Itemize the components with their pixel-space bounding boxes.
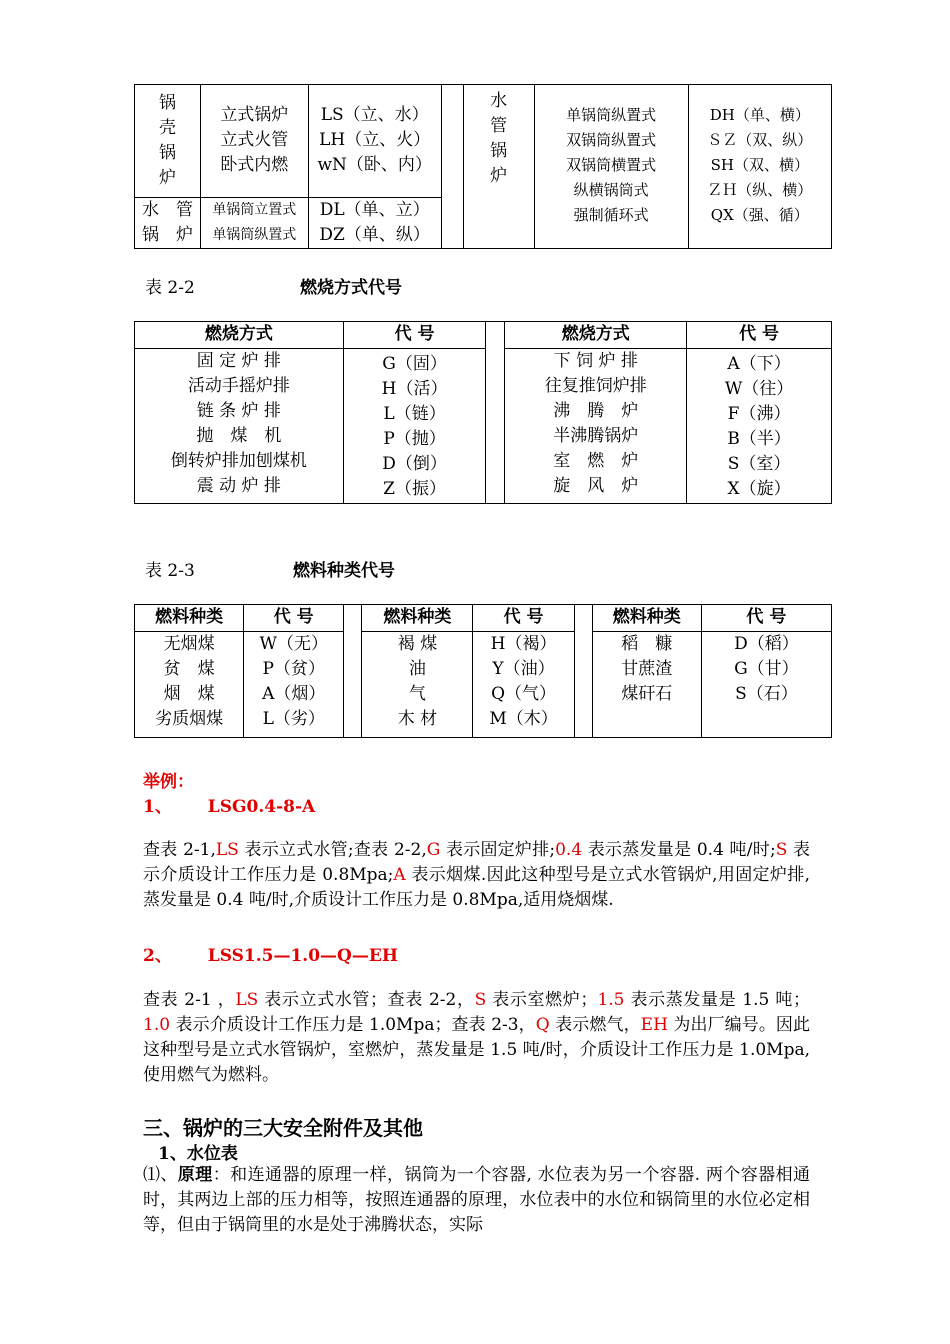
code-item: G（甘） bbox=[734, 659, 799, 679]
example-number: 1、 bbox=[143, 797, 172, 817]
code-item: Y（油） bbox=[492, 659, 555, 679]
highlight-code: S bbox=[474, 990, 487, 1010]
code-item: LS（立、水） bbox=[320, 105, 429, 125]
code-item: H（活） bbox=[381, 379, 448, 399]
fuel-item: 无烟煤 bbox=[163, 634, 215, 654]
header-cell: 燃料种类 bbox=[362, 605, 473, 632]
highlight-code: 0.4 bbox=[555, 840, 583, 860]
code-item: S（石） bbox=[735, 684, 798, 704]
code-item: A（下） bbox=[727, 354, 791, 374]
method-item: 半沸腾锅炉 bbox=[553, 426, 639, 446]
code-item: wN（卧、内） bbox=[317, 155, 432, 175]
fuel-col2-codes bbox=[473, 632, 574, 738]
fuel-item: 劣质烟煤 bbox=[155, 709, 224, 729]
highlight-code: S bbox=[775, 840, 788, 860]
code-item: P（贫） bbox=[262, 659, 325, 679]
spacer-column bbox=[441, 85, 463, 249]
fuel-col1 bbox=[135, 632, 244, 738]
water-tube-left-label bbox=[135, 198, 201, 249]
examples-heading bbox=[143, 767, 194, 792]
code-item: Q（气） bbox=[491, 684, 556, 704]
code-item: DL（单、立） bbox=[319, 200, 430, 220]
header-cell: 燃料种类 bbox=[135, 605, 244, 632]
spacer-column bbox=[574, 605, 592, 738]
type-item: 立式锅炉 bbox=[220, 105, 289, 125]
right-methods bbox=[505, 349, 687, 504]
text-segment: 表示室燃炉； bbox=[486, 990, 598, 1010]
shell-boiler-label bbox=[135, 85, 201, 198]
code-item: F（沸） bbox=[727, 404, 791, 424]
table-label: 表 2-2 bbox=[145, 278, 195, 298]
code-item: W（往） bbox=[724, 379, 794, 399]
water-tube-codes bbox=[308, 198, 441, 249]
method-item: 链 条 炉 排 bbox=[196, 401, 281, 421]
water-tube-types bbox=[200, 198, 308, 249]
boiler-type-table bbox=[134, 84, 832, 249]
method-item: 固 定 炉 排 bbox=[196, 351, 281, 371]
table-2-2-caption bbox=[145, 273, 402, 298]
type-item: 双锅筒横置式 bbox=[566, 156, 657, 174]
type-item: 双锅筒纵置式 bbox=[566, 131, 657, 149]
shell-codes bbox=[308, 85, 441, 198]
method-item: 旋 风 炉 bbox=[553, 476, 639, 496]
heading-text: 举例： bbox=[143, 772, 194, 792]
highlight-code: 1.5 bbox=[597, 990, 625, 1010]
code-item: G（固） bbox=[382, 354, 447, 374]
fuel-item: 甘蔗渣 bbox=[621, 659, 673, 679]
method-item: 室 燃 炉 bbox=[553, 451, 639, 471]
text-segment: 查表 2-1, bbox=[143, 840, 216, 860]
label-char: 锅 bbox=[158, 143, 176, 163]
code-item: B（半） bbox=[727, 429, 791, 449]
text-segment: 查表 2-1 ， bbox=[143, 990, 236, 1010]
spacer-column bbox=[344, 605, 362, 738]
header-cell: 代 号 bbox=[343, 322, 486, 349]
header-cell: 燃烧方式 bbox=[135, 322, 344, 349]
code-item: H（褐） bbox=[490, 634, 557, 654]
type-item: 单锅筒纵置式 bbox=[566, 106, 657, 124]
code-item: W（无） bbox=[259, 634, 328, 654]
example-1-explanation bbox=[143, 838, 810, 913]
method-item: 下 饲 炉 排 bbox=[553, 351, 638, 371]
fuel-item: 褐 煤 bbox=[397, 634, 438, 654]
example-2-explanation bbox=[143, 988, 810, 1088]
example-code: LSS1.5—1.0—Q—EH bbox=[207, 946, 398, 966]
highlight-code: A bbox=[393, 865, 406, 885]
header-cell: 燃烧方式 bbox=[505, 322, 687, 349]
code-item: A（烟） bbox=[262, 684, 326, 704]
text-segment: 表示蒸发量是 0.4 吨/时; bbox=[582, 840, 776, 860]
label-char: 锅 bbox=[158, 93, 176, 113]
label-char: 壳 bbox=[158, 118, 176, 138]
combustion-method-table bbox=[134, 321, 832, 504]
code-item: X（旋） bbox=[727, 479, 791, 499]
code-item: ＳＺ（双、纵） bbox=[707, 131, 813, 149]
text-segment: 表示介质设计工作压力是 1.0Mpa；查表 2-3， bbox=[170, 1015, 536, 1035]
fuel-col3 bbox=[592, 632, 701, 738]
spacer-column bbox=[486, 322, 505, 504]
subsection-title: 1、水位表 bbox=[158, 1144, 238, 1164]
section-title: 三、锅炉的三大安全附件及其他 bbox=[143, 1116, 423, 1140]
type-item: 立式火管 bbox=[220, 130, 289, 150]
table-2-3-caption bbox=[145, 556, 395, 581]
code-item: ＺＨ（纵、横） bbox=[707, 181, 813, 199]
code-item: D（稻） bbox=[734, 634, 799, 654]
highlight-code: LS bbox=[215, 840, 239, 860]
label-char: 管 bbox=[490, 116, 508, 136]
example-1-code bbox=[143, 792, 315, 817]
example-number: 2、 bbox=[143, 946, 172, 966]
code-item: DH（单、横） bbox=[709, 106, 810, 124]
fuel-type-table bbox=[134, 604, 832, 738]
highlight-code: G bbox=[426, 840, 441, 860]
code-item: S（室） bbox=[727, 454, 791, 474]
code-item: P（抛） bbox=[383, 429, 446, 449]
type-item: 纵横锅筒式 bbox=[573, 181, 649, 199]
paragraph-prefix: ⑴、 bbox=[143, 1165, 178, 1185]
type-item: 单锅筒纵置式 bbox=[212, 227, 297, 243]
code-item: DZ（单、纵） bbox=[319, 225, 430, 245]
type-item: 强制循环式 bbox=[573, 206, 649, 224]
highlight-code: LS bbox=[235, 990, 259, 1010]
type-item: 单锅筒立置式 bbox=[212, 202, 297, 218]
fuel-item: 油 bbox=[408, 659, 426, 679]
left-methods bbox=[135, 349, 344, 504]
fuel-col3-codes bbox=[701, 632, 831, 738]
type-item: 卧式内燃 bbox=[220, 155, 289, 175]
fuel-col1-codes bbox=[244, 632, 344, 738]
fuel-col2 bbox=[362, 632, 473, 738]
label-char: 炉 bbox=[158, 168, 176, 188]
method-item: 震 动 炉 排 bbox=[196, 476, 281, 496]
code-item: Z（振） bbox=[383, 479, 446, 499]
label-line: 锅 炉 bbox=[141, 225, 193, 245]
text-segment: 表示燃气， bbox=[549, 1015, 641, 1035]
fuel-item: 烟 煤 bbox=[163, 684, 215, 704]
highlight-code: EH bbox=[640, 1015, 668, 1035]
code-item: SH（双、横） bbox=[710, 156, 809, 174]
method-item: 活动手摇炉排 bbox=[187, 376, 290, 396]
code-item: LH（立、火） bbox=[319, 130, 431, 150]
fuel-item: 气 bbox=[408, 684, 426, 704]
fuel-item: 稻 糠 bbox=[621, 634, 673, 654]
fuel-item: 贫 煤 bbox=[163, 659, 215, 679]
code-item: M（木） bbox=[489, 709, 558, 729]
fuel-item: 煤矸石 bbox=[621, 684, 673, 704]
water-tube-label bbox=[463, 85, 534, 249]
left-codes bbox=[343, 349, 486, 504]
code-item: QX（强、循） bbox=[710, 206, 809, 224]
header-cell: 代 号 bbox=[687, 322, 832, 349]
label-char: 水 bbox=[490, 91, 508, 111]
shell-types bbox=[200, 85, 308, 198]
right-codes bbox=[688, 85, 831, 249]
highlight-code: 1.0 bbox=[143, 1015, 171, 1035]
text-segment: 表示介质设计工作压力是 0.8Mpa; bbox=[143, 840, 810, 885]
method-item: 倒转炉排加刨煤机 bbox=[170, 451, 307, 471]
code-item: L（链） bbox=[383, 404, 446, 424]
text-segment: 表示立式水管;查表 2-2, bbox=[238, 840, 427, 860]
method-item: 抛 煤 机 bbox=[196, 426, 282, 446]
table-title: 燃料种类代号 bbox=[293, 561, 395, 581]
method-item: 往复推饲炉排 bbox=[544, 376, 647, 396]
header-cell: 燃料种类 bbox=[592, 605, 701, 632]
highlight-code: Q bbox=[535, 1015, 550, 1035]
label-char: 炉 bbox=[490, 166, 508, 186]
principle-paragraph bbox=[143, 1163, 810, 1238]
example-code: LSG0.4-8-A bbox=[207, 797, 316, 817]
code-item: D（倒） bbox=[382, 454, 447, 474]
fuel-item: 木 材 bbox=[397, 709, 438, 729]
text-segment: 表示蒸发量是 1.5 吨； bbox=[624, 990, 811, 1010]
header-cell: 代 号 bbox=[473, 605, 574, 632]
code-item: L（劣） bbox=[262, 709, 325, 729]
label-line: 水 管 bbox=[141, 200, 193, 220]
header-cell: 代 号 bbox=[701, 605, 831, 632]
example-2-code bbox=[143, 941, 398, 966]
principle-label: 原理 bbox=[177, 1165, 213, 1185]
text-segment: 表示立式水管；查表 2-2， bbox=[258, 990, 475, 1010]
principle-text: ：和连通器的原理一样，锅筒为一个容器, 水位表为另一个容器. 两个容器相通时，其两边上部的压力相等，按照连通器的原理，水位表中的水位和锅筒里的水位必定相等，但由于锅筒里的水是处于沸腾状态，实际 bbox=[143, 1165, 811, 1235]
text-segment: 表示烟煤.因此这种型号是立式水管锅炉,用固定炉排,蒸发量是 0.4 吨/时,介质设计工作压力是 0.8Mpa,适用烧烟煤. bbox=[143, 865, 810, 910]
table-title: 燃烧方式代号 bbox=[300, 278, 402, 298]
right-codes bbox=[687, 349, 832, 504]
text-segment: 为出厂编号。因此这种型号是立式水管锅炉，室燃炉，蒸发量是 1.5 吨/时，介质设计工作压力是 1.0Mpa,使用燃气为燃料。 bbox=[143, 1015, 811, 1085]
table-label: 表 2-3 bbox=[145, 561, 195, 581]
label-char: 锅 bbox=[490, 141, 508, 161]
right-types bbox=[534, 85, 688, 249]
text-segment: 表示固定炉排; bbox=[440, 840, 556, 860]
method-item: 沸 腾 炉 bbox=[553, 401, 639, 421]
header-cell: 代 号 bbox=[244, 605, 344, 632]
